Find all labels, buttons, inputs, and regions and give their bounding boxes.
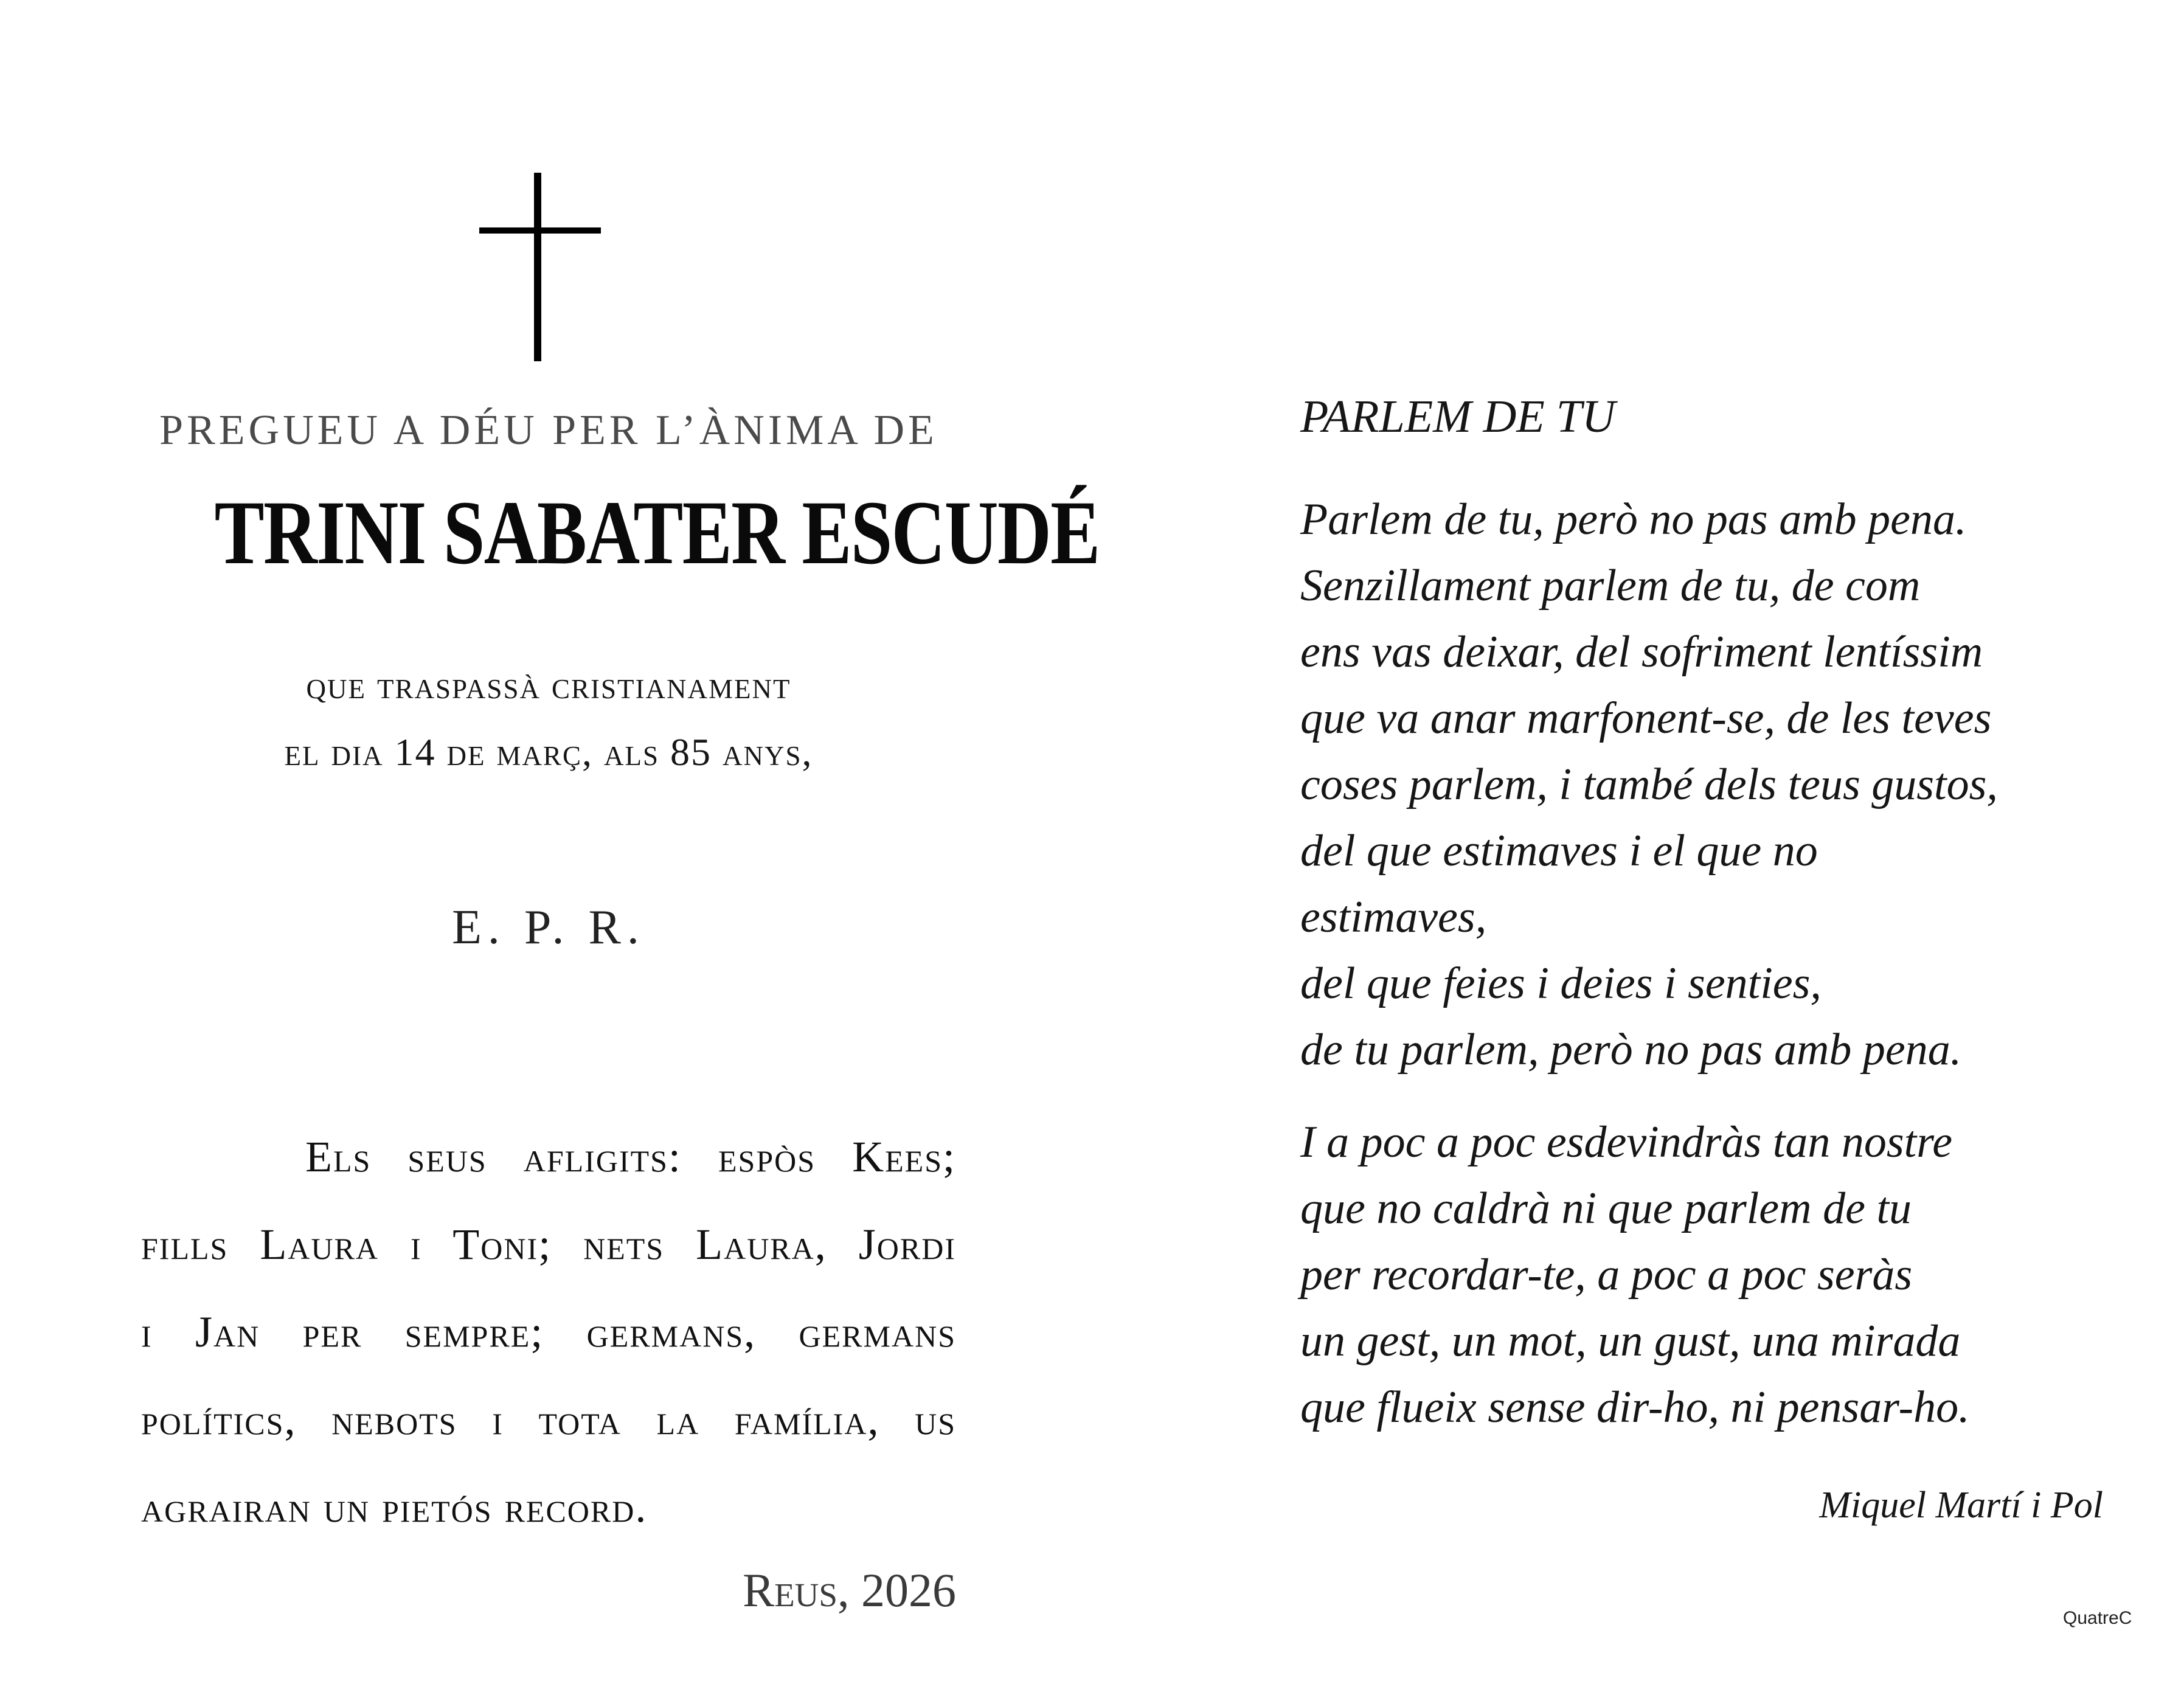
mourners-line: i Jan per sempre; germans, germans bbox=[141, 1308, 956, 1356]
prayer-heading: PREGUEU A DÉU PER L’ÀNIMA DE bbox=[159, 407, 938, 454]
poem-line: del que estimaves i el que no bbox=[1300, 826, 1818, 876]
deceased-name: TRINI SABATER ESCUDÉ bbox=[214, 482, 1100, 583]
epr-abbreviation: E. P. R. bbox=[452, 901, 645, 954]
mourners-line: fills Laura i Toni; nets Laura, Jordi bbox=[141, 1220, 956, 1269]
poem-line: per recordar-te, a poc a poc seràs bbox=[1300, 1250, 1913, 1300]
poem-line: del que feies i deies i senties, bbox=[1300, 958, 1822, 1008]
poem-line: que no caldrà ni que parlem de tu bbox=[1300, 1184, 1912, 1233]
poem-line: I a poc a poc esdevindràs tan nostre bbox=[1300, 1117, 1953, 1167]
mourners-line: polítics, nebots i tota la família, us bbox=[141, 1395, 956, 1444]
cross-icon bbox=[479, 173, 601, 361]
poem-title: PARLEM DE TU bbox=[1300, 391, 1615, 442]
poem-line: de tu parlem, però no pas amb pena. bbox=[1300, 1025, 1962, 1075]
mourners-paragraph bbox=[141, 1113, 956, 1551]
poem-line: que va anar marfonent-se, de les teves bbox=[1300, 693, 1992, 743]
poem-line: coses parlem, i també dels teus gustos, bbox=[1300, 760, 1998, 809]
poem-author: Miquel Martí i Pol bbox=[1819, 1485, 2103, 1526]
poem-stanza-2 bbox=[1300, 1109, 2091, 1441]
poem-line: estimaves, bbox=[1300, 892, 1487, 942]
mourners-line: agrairan un pietós record. bbox=[141, 1483, 648, 1531]
printer-credit: QuatreC bbox=[2063, 1608, 2132, 1628]
poem-line: Senzillament parlem de tu, de com bbox=[1300, 561, 1921, 611]
poem-line: Parlem de tu, però no pas amb pena. bbox=[1300, 494, 1967, 544]
passing-line-1: que traspassà cristianament bbox=[306, 664, 791, 707]
place-date: Reus, 2026 bbox=[743, 1564, 956, 1617]
mourners-line: Els seus afligits: espòs Kees; bbox=[305, 1132, 956, 1181]
poem-line: que flueix sense dir-ho, ni pensar-ho. bbox=[1300, 1382, 1970, 1432]
obituary-left-panel bbox=[141, 0, 1100, 1681]
poem-stanza-1 bbox=[1300, 487, 2091, 1083]
poem-line: ens vas deixar, del sofriment lentíssim bbox=[1300, 627, 1983, 677]
poem-line: un gest, un mot, un gust, una mirada bbox=[1300, 1316, 1961, 1366]
passing-line-2: el dia 14 de març, als 85 anys, bbox=[284, 730, 813, 774]
